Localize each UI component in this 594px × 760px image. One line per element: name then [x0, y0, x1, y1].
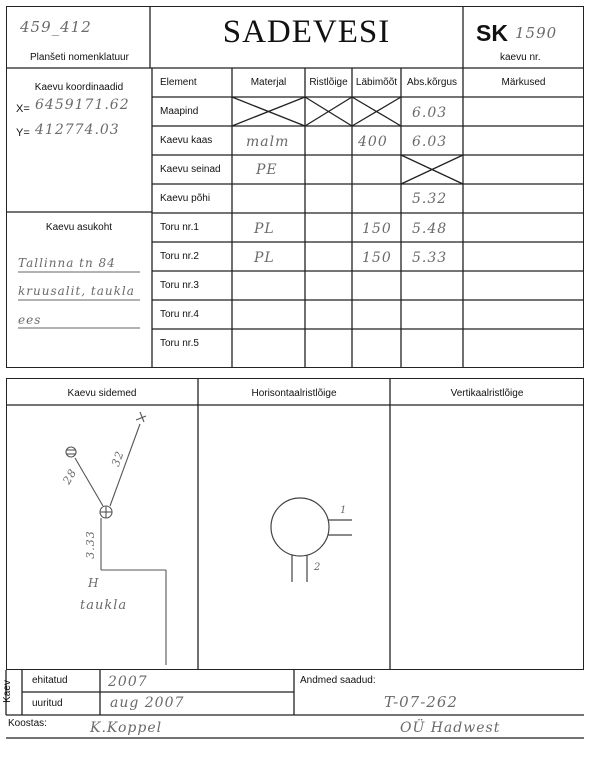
- sk-prefix: SK: [476, 20, 508, 46]
- materjal-toru-1: PL: [254, 221, 275, 237]
- abs-kaevu-kaas: 6.03: [412, 134, 448, 150]
- col-header-markused: Märkused: [501, 77, 546, 88]
- surveyed-value: aug 2007: [110, 695, 185, 711]
- author-value: K.Koppel: [90, 720, 163, 736]
- pipe-2-label: 2: [314, 562, 322, 573]
- col-header-materjal: Materjal: [250, 77, 287, 88]
- abs-toru-2: 5.33: [412, 250, 448, 266]
- abs-maapind: 6.03: [412, 105, 448, 121]
- built-value: 2007: [108, 674, 148, 690]
- abs-kaevu-pohi: 5.32: [412, 191, 448, 207]
- col-header-labimoot: Läbimõõt: [355, 77, 398, 88]
- data-source-value: T-07-262: [384, 693, 458, 711]
- col-header-element: Element: [160, 77, 197, 88]
- labimoot-toru-1: 150: [362, 221, 392, 237]
- kaev-label: Kaev: [1, 680, 13, 703]
- row-label-kaevu-seinad: Kaevu seinad: [160, 164, 221, 175]
- horizontal-section-label: Horisontaalristlõige: [251, 388, 337, 399]
- location-label: Kaevu asukoht: [45, 222, 113, 233]
- well-label: kaevu nr.: [500, 52, 541, 63]
- materjal-kaevu-kaas: malm: [246, 134, 290, 150]
- company-value: OÜ Hadwest: [400, 720, 501, 736]
- row-label-toru-4: Toru nr.4: [160, 309, 199, 320]
- row-label-toru-1: Toru nr.1: [160, 222, 199, 233]
- row-label-toru-3: Toru nr.3: [160, 280, 199, 291]
- location-line-1: Tallinna tn 84: [18, 256, 116, 270]
- x-label: X=: [16, 103, 30, 115]
- materjal-toru-2: PL: [254, 250, 275, 266]
- sheet-number: 459_412: [20, 18, 92, 36]
- row-label-maapind: Maapind: [160, 106, 199, 117]
- conn-length-3: 3.33: [83, 530, 97, 559]
- data-source-label: Andmed saadud:: [300, 675, 376, 686]
- sheet-label: Planšeti nomenklatuur: [30, 52, 129, 63]
- location-line-2: kruusalit, taukla: [18, 284, 135, 298]
- conn-name-label: taukla: [80, 598, 128, 613]
- location-line-3: ees: [18, 313, 42, 327]
- y-label: Y=: [16, 127, 30, 139]
- connections-label: Kaevu sidemed: [67, 388, 137, 399]
- well-number: 1590: [515, 24, 558, 42]
- row-label-kaevu-kaas: Kaevu kaas: [160, 135, 213, 146]
- pipe-1-label: 1: [340, 505, 348, 516]
- labimoot-kaevu-kaas: 400: [358, 134, 388, 150]
- page-title: SADEVESI: [222, 14, 391, 50]
- row-label-toru-5: Toru nr.5: [160, 338, 199, 349]
- built-label: ehitatud: [32, 675, 68, 686]
- x-value: 6459171.62: [35, 97, 130, 113]
- col-header-ristloige: Ristlõige: [309, 77, 348, 88]
- vertical-section-label: Vertikaalristlõige: [450, 388, 524, 399]
- conn-length-1: 28: [60, 466, 80, 487]
- col-header-abs-korgus: Abs.kõrgus: [406, 77, 458, 88]
- abs-toru-1: 5.48: [412, 221, 448, 237]
- surveyed-label: uuritud: [32, 698, 63, 709]
- y-value: 412774.03: [35, 122, 120, 138]
- author-label: Koostas:: [8, 718, 47, 729]
- labimoot-toru-2: 150: [362, 250, 392, 266]
- conn-length-2: 32: [109, 448, 127, 469]
- conn-h-label: H: [88, 576, 100, 590]
- coordinates-label: Kaevu koordinaadid: [34, 82, 124, 93]
- row-label-kaevu-pohi: Kaevu põhi: [160, 193, 211, 204]
- row-label-toru-2: Toru nr.2: [160, 251, 199, 262]
- materjal-kaevu-seinad: PE: [256, 162, 278, 178]
